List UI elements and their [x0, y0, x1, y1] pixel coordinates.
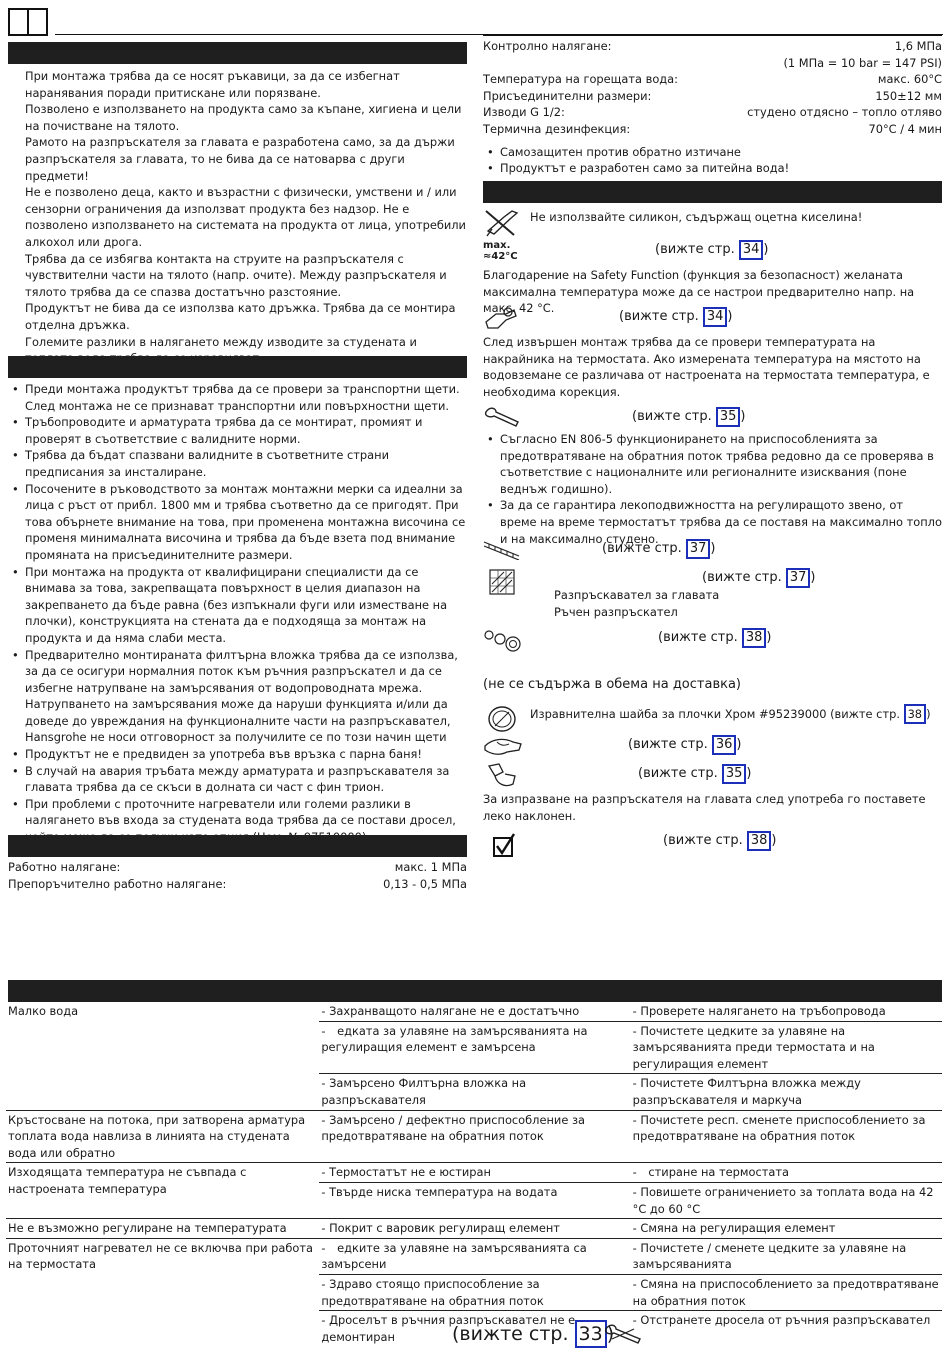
page-link[interactable]: 38	[904, 704, 927, 724]
safety-paragraph: Рамото на разпръскателя за главата е разработена само, за да държи разпръскателя за главата, то не бива да се натоварва с други предмети!	[25, 135, 455, 183]
see-page-text: (вижте стр.	[702, 570, 782, 585]
remedy-text: Почистете Филтърна вложка между разпръскавателя и маркуча	[632, 1076, 861, 1107]
install-bullet: • Трябва да бъдат спазвани валидните в съответните страни предписания за инсталиране.	[8, 447, 467, 480]
tech-value: 70°C / 4 мин	[868, 121, 942, 136]
problem-cell: Малко вода	[8, 1004, 79, 1018]
tech-data-right	[483, 38, 942, 177]
safety-paragraph: Не е позволено деца, както и възрастни с физически, умствени и / или сензорни ограничения да използват продукта без надзор. Не е позволено използването на системата на продукта от лица, употребили алкохол или дрога.	[25, 185, 466, 249]
see-page-text: (вижте стр.	[655, 242, 735, 257]
install-bullet: • В случай на авария тръбата между арматурата и разпръскавателя за главата трябва да се скъси в долната си част с фин трион.	[8, 763, 467, 796]
maintenance-notes	[483, 431, 942, 547]
page-link[interactable]: 35	[716, 407, 741, 427]
install-bullet: • При монтажа на продукта от квалифицирани специалисти да се внимава за това, закрепващата повърхност в целия диапазон на закрепването да бъде равна (без изпъкнали фуги или изместване на плочки), конструкцията на стената да е подходяща за монтаж на продукта и да няма слаби места.	[8, 564, 467, 647]
tech-label: Температура на горещата вода:	[483, 72, 678, 87]
silicone-gun-icon	[484, 207, 520, 242]
page-link[interactable]: 34	[739, 240, 764, 260]
not-included-text: (не се съдържа в обема на доставка)	[483, 677, 741, 692]
trouble-group	[6, 1163, 942, 1219]
right-top-rule	[483, 35, 942, 36]
see-page-text: (вижте стр.	[658, 630, 738, 645]
remedy-text: Почистете / сменете цедките за улавяне на замърсяванията	[632, 1240, 907, 1272]
tech-row	[483, 38, 942, 55]
remedy-cell: - Почистете респ. сменете приспособлението за предотвратяване на обратния поток	[631, 1110, 942, 1163]
close-paren: )	[727, 309, 733, 324]
install-bullet: • Посочените в ръководството за монтаж монтажни мерки са идеални за лица с ръст от прибл. 1800 мм и трябва съответно да се пригодят. При това обърнете внимание на това, при променена монтажна височина се променя минималната височина и трябва да бъде взета под внимание промяната на присъединителните размери.	[8, 481, 467, 564]
remedy-text: стиране на термостата	[648, 1165, 789, 1180]
cause-text: Здраво стоящо приспособление за предотвратяване на обратния поток	[321, 1276, 544, 1308]
installation-notes	[8, 381, 467, 846]
section-bar-symbols	[483, 181, 942, 203]
see-page-text: (вижте стр.	[628, 737, 708, 752]
tech-label: Контролно налягане:	[483, 39, 612, 53]
section-bar-troubleshooting	[8, 980, 942, 1002]
cause-text: едката за улавяне на замърсяванията на регулиращия елемент е замърсена	[321, 1023, 588, 1055]
cleaning-hand-icon	[483, 734, 523, 765]
cause-text: Твърде ниска температура на водата	[329, 1184, 558, 1199]
see-page-ref	[602, 539, 715, 559]
escutcheon-ref	[530, 704, 931, 724]
remedy-text: Почистете цедките за улавяне на замърсяванията преди термостата и на регулиращия елемент	[632, 1023, 875, 1071]
cause-text: едките за улавяне на замърсяванията са замърсени	[321, 1240, 587, 1272]
remedy-cell: - Смяна на приспособлението за предотвратяване на обратния поток	[631, 1274, 942, 1310]
cause-text: Покрит с варовик регулиращ елемент	[329, 1221, 560, 1236]
cause-cell: - Покрит с варовик регулиращ елемент	[319, 1219, 630, 1239]
cause-cell: - едката за улавяне на замърсяванията на регулиращия елемент е замърсена	[319, 1021, 630, 1074]
problem-cell: Не е възможно регулиране на температурата	[6, 1219, 319, 1239]
remedy-cell: - стиране на термостата	[631, 1163, 942, 1183]
page-link[interactable]: 35	[722, 764, 747, 784]
cause-cell: - Дроселът в ръчния разпръскавател не е демонтиран	[319, 1311, 630, 1347]
see-page-ref	[658, 628, 771, 648]
tech-label: Изводи G 1/2:	[483, 105, 565, 120]
tech-data-left	[8, 859, 467, 892]
tech-row	[483, 88, 942, 105]
measure-ruler-icon	[483, 538, 521, 565]
problem-cell: Проточният нагревател не се включва при работа на термостата	[6, 1238, 319, 1346]
page-link[interactable]: 36	[712, 735, 737, 755]
spray-item: Ръчен разпръскател	[554, 605, 678, 619]
close-paren: )	[710, 541, 716, 556]
showerhead-hand-icon	[485, 762, 519, 795]
trouble-group	[6, 1219, 942, 1239]
safety-paragraph: Трябва да се избягва контакта на струите на разпръскателя с чувствителни части на тялото (напр. очите). Между разпръскателя и тялото трябва да се спазва достатъчно разстояние.	[25, 251, 447, 299]
close-paren: )	[926, 707, 931, 721]
cause-text: Термостатът не е юстиран	[329, 1165, 491, 1180]
cause-text: Дроселът в ръчния разпръскавател не е демонтиран	[321, 1313, 576, 1344]
page-link[interactable]: 33	[575, 1320, 607, 1348]
see-page-ref	[628, 735, 741, 755]
tech-label: Термична дезинфекция:	[483, 121, 631, 136]
tech-row	[483, 55, 942, 72]
close-paren: )	[771, 833, 777, 848]
page-link[interactable]: 38	[747, 831, 772, 851]
see-page-text: (вижте стр.	[632, 409, 712, 424]
tech-value: макс. 1 МПа	[394, 860, 467, 874]
close-paren: )	[746, 766, 752, 781]
checkbox-certificate-icon	[492, 833, 516, 864]
tech-value: 0,13 - 0,5 МПа	[383, 876, 467, 891]
tech-row	[8, 876, 467, 893]
safety-function-text: Благодарение на Safety Function (функция за безопасност) желаната максимална температура може да се настрои предварително напр. на макс. 42 °C.	[483, 268, 915, 316]
close-paren: )	[763, 242, 769, 257]
tech-row	[483, 104, 942, 121]
maintenance-bullet: • За да се гарантира лекоподвижността на регулиращото звено, от време на време термостатът трябва да се поставя на максимално топло и на максимално студено.	[483, 497, 942, 547]
problem-cell: Кръстосване на потока, при затворена арматура топлата вода навлиза в линията на студената вода или обратно	[6, 1110, 319, 1163]
problem-cell: Изходящата температура не съвпада с настроената температура	[6, 1163, 319, 1219]
max-label: max.	[483, 240, 511, 251]
max-temp: ≈42°C	[483, 251, 518, 262]
cause-cell: - Твърде ниска температура на водата	[319, 1182, 630, 1218]
remedy-cell: - Почистете цедките за улавяне на замърсяванията преди термостата и на регулиращия елемент	[631, 1021, 942, 1074]
calibration-text: След извършен монтаж трябва да се провери температурата на накрайника на термостата. Ако измерената температура на мястото на водовземане се различава от настроената на термостата температура, е необходима корекция.	[483, 335, 930, 399]
section-bar-installation	[8, 356, 467, 378]
see-page-ref	[663, 831, 776, 851]
remedy-text: Проверете налягането на тръбопровода	[640, 1004, 886, 1018]
remedy-text: Почистете респ. сменете приспособлението за предотвратяване на обратния поток	[632, 1112, 926, 1144]
safety-paragraph: Продуктът не бива да се използва като дръжка. Трябва да се монтира отделна дръжка.	[25, 301, 456, 332]
install-bullet: • Тръбопроводите и арматурата трябва да се монтират, промият и проверят в съответствие с валидните норми.	[8, 414, 467, 447]
tech-value: студено отдясно – топло отляво	[747, 105, 942, 120]
page-link[interactable]: 34	[703, 307, 728, 327]
book-icon	[8, 8, 48, 41]
tech-bullet: • Продуктът е разработен само за питейна вода!	[483, 160, 942, 177]
page-link[interactable]: 37	[686, 539, 711, 559]
see-page-ref	[632, 407, 745, 427]
close-paren: )	[766, 630, 772, 645]
remedy-cell: - Отстранете дросела от ръчния разпръскавател	[631, 1311, 942, 1347]
remedy-cell: - Смяна на регулиращия елемент	[631, 1219, 942, 1239]
tech-label: Препоръчително работно налягане:	[8, 876, 227, 891]
cause-cell: - Захранващото налягане не е достатъчно	[321, 1004, 580, 1018]
troubleshooting-table	[6, 1002, 942, 1346]
remedy-text: Смяна на приспособлението за предотвратяване на обратния поток	[632, 1276, 939, 1308]
see-page-ref	[702, 568, 815, 588]
tech-label: Работно налягане:	[8, 860, 121, 874]
tech-bullet: • Самозащитен против обратно изтичане	[483, 144, 942, 161]
install-bullet: • При проблеми с проточните нагреватели или големи разлики в налягането във входа за студената вода трябва да се постави дросел,	[8, 796, 467, 846]
close-paren: )	[810, 570, 816, 585]
tech-row	[8, 859, 467, 876]
trouble-group	[6, 1002, 942, 1110]
cause-cell: - Здраво стоящо приспособление за предотвратяване на обратния поток	[319, 1274, 630, 1310]
tech-label: Присъединителни размери:	[483, 88, 652, 103]
footer-see-page-ref	[452, 1320, 614, 1348]
see-page-ref	[655, 240, 768, 260]
see-page-text: (вижте стр.	[663, 833, 743, 848]
see-page-text: (вижте стр.	[602, 541, 682, 556]
spare-parts-icon	[483, 627, 523, 660]
close-paren: )	[740, 409, 746, 424]
page-link[interactable]: 37	[786, 568, 811, 588]
remedy-text: Повишете ограничението за топлата вода на 42 °C до 60 °C	[632, 1184, 934, 1216]
cause-text: Захранващото налягане не е достатъчно	[329, 1004, 580, 1018]
tilt-text: За изпразване на разпръскателя на главата след употреба го поставете леко наклонен.	[483, 792, 926, 823]
silicone-text: Не използвайте силикон, съдържащ оцетна киселина!	[530, 210, 863, 224]
see-page-ref	[638, 764, 751, 784]
cause-cell: - Замърсено / дефектно приспособление за предотвратяване на обратния поток	[319, 1110, 630, 1163]
tech-row	[483, 71, 942, 88]
remedy-cell: - Повишете ограничението за топлата вода на 42 °C до 60 °C	[631, 1182, 942, 1218]
cause-cell: - Термостатът не е юстиран	[319, 1163, 630, 1183]
safety-paragraph: Големите разлики в налягането между изводите за студената и	[25, 334, 417, 349]
wrench-icon	[484, 406, 522, 433]
cause-text: Замърсено / дефектно приспособление за предотвратяване на обратния поток	[321, 1112, 585, 1144]
page-link[interactable]: 38	[742, 628, 767, 648]
remedy-cell: - Почистете / сменете цедките за улавяне на замърсяванията	[631, 1238, 942, 1274]
wrench-icon	[604, 1323, 644, 1350]
safety-paragraph: При монтажа трябва да се носят ръкавици, за да се избегнат наранявания поради притискане или порязване.	[25, 69, 400, 100]
tech-value: макс. 60°C	[877, 72, 942, 87]
tech-value: 150±12 мм	[875, 88, 942, 103]
install-bullet: • Преди монтажа продуктът трябва да се провери за транспортни щети. След монтажа не се признават транспортни или повърхностни щети.	[8, 381, 467, 414]
see-page-text: (вижте стр.	[619, 309, 699, 324]
spray-pattern-icon	[489, 569, 515, 600]
safety-paragraph: Позволено е използването на продукта само за къпане, хигиена и цели на почистване на тялото.	[25, 102, 462, 133]
close-paren: )	[736, 737, 742, 752]
section-bar-tech-data	[8, 835, 467, 857]
see-page-text: (вижте стр.	[452, 1323, 569, 1345]
cause-cell: - едките за улавяне на замърсяванията са замърсени	[319, 1238, 630, 1274]
tech-row	[483, 121, 942, 138]
remedy-cell: - Проверете налягането на тръбопровода	[632, 1004, 886, 1018]
trouble-group	[6, 1110, 942, 1163]
close-paren: )	[606, 1323, 615, 1345]
remedy-text: Смяна на регулиращия елемент	[640, 1221, 836, 1236]
escutcheon-text: Изравнителна шайба за плочки Хром #95239000 (вижте стр.	[530, 707, 900, 721]
see-page-text: (вижте стр.	[638, 766, 718, 781]
cause-cell: - Замърсено Филтърна вложка на разпръскавателя	[319, 1074, 630, 1110]
tech-value: 1,6 МПа	[894, 39, 942, 53]
hand-adjust-icon	[484, 304, 518, 337]
see-page-ref	[619, 307, 732, 327]
remedy-cell: - Почистете Филтърна вложка между разпръскавателя и маркуча	[631, 1074, 942, 1110]
safety-notes	[8, 68, 467, 367]
maintenance-bullet: • Съгласно EN 806-5 функционирането на приспособленията за предотвратяване на обратния поток трябва редовно да се проверява в съответствие с националните или регионалните изисквания (поне веднъж годишно).	[483, 431, 942, 497]
tech-value: (1 МПа = 10 bar = 147 PSI)	[783, 55, 942, 70]
cause-text: Замърсено Филтърна вложка на разпръскавателя	[321, 1076, 527, 1107]
spray-item: Разпръскавател за главата	[554, 588, 720, 602]
install-bullet: • Предварително монтираната филтърна вложка трябва да се използва, за да се осигури нормалния поток към ръчния разпръскател и да се избегне натрупване на замърсявания от водопроводната мрежа. Натрупването на замърсявания може да наруши функцията и/или да доведе до увреждания на функционалните части на разпръскавател, Hansgrohe не носи отговорност за получилите се по този начин щети	[8, 647, 467, 747]
remedy-text: Отстранете дросела от ръчния разпръскавател	[640, 1313, 931, 1328]
install-bullet: • Продуктът не е предвиден за употреба във връзка с парна баня!	[8, 746, 467, 763]
section-bar-safety	[8, 42, 467, 64]
